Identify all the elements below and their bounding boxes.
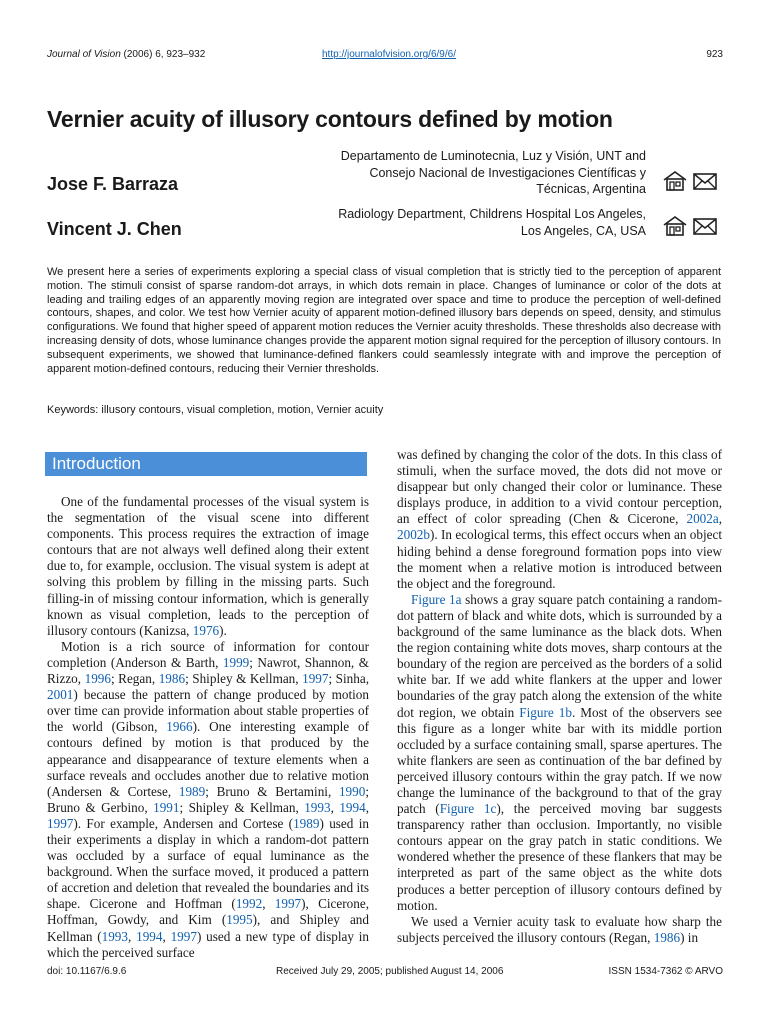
text-run: ; Shipley & Kellman, [185,671,303,687]
text-run: ; Regan, [110,671,159,687]
paragraph [47,494,369,639]
figure-link[interactable]: Figure 1c [439,801,497,817]
citation-link[interactable]: 1986 [653,929,681,945]
text-run: shows a gray square patch containing a random-dot pattern of black and white dots, which is surrounded by a background of the same luminance as the black dots. When the region containing white dots moves, sharp contours at the boundary of the region are perceived as the borders of a solid white bar. If we add white flankers at the upper and lower boundaries of the gray patch along the extension of the white dot region, we obtain [397,591,722,720]
citation-link[interactable]: 1989 [293,815,320,831]
text-run: , [262,896,275,912]
received-date: Received July 29, 2005; published August 14, 2006 [276,966,504,977]
author-affiliation-1 [286,148,646,198]
text-run: ) used in their experiments a display in which a random-dot pattern was occluded by a surface of equal luminance as the background. When the surface moved, it produced a pattern of accretion and deletion that revealed the boundaries and its shape. Cicerone and Hoffman ( [47,815,370,912]
author-name-1: Jose F. Barraza [47,174,179,194]
paragraph [397,592,722,914]
text-run: ), the perceived moving bar suggests transparency rather than occlusion. Importantly, no visible contours appear on the gray patch in static conditions. We wondered whether the presence of these flankers that may be interpreted as part of the same object as the white dots produces a better perception of illusory contours defined by motion. [397,801,722,913]
text-run: ). In ecological terms, this effect occurs when an object hiding behind a dense foreground formation pops into view the moment when a relative motion is introduced between the object and the foreground. [397,527,722,591]
paragraph [397,914,722,946]
text-run: , [127,928,137,944]
paragraph [397,447,722,592]
text-run: ) in [680,929,699,945]
citation-link[interactable]: 1997 [47,815,74,831]
citation-link[interactable]: 1990 [338,783,366,799]
page-number: 923 [706,49,723,60]
section-heading: Introduction [52,454,141,473]
citation-link[interactable]: 2002a [686,511,719,527]
text-run: was defined by changing the color of the dots. In this class of stimuli, when the surface moved, the dots did not move or disappear but only changed their color or luminance. These displays produce, in addition to a vivid contour perception, an effect of color spreading (Chen & Cicerone, [397,447,722,527]
home-icon[interactable] [662,170,688,192]
keywords: Keywords: illusory contours, visual completion, motion, Vernier acuity [47,404,384,416]
text-run: ), and Shipley and Kellman ( [47,912,369,944]
figure-link[interactable]: Figure 1a [411,591,462,607]
text-run: ; Nawrot, Shannon, & Rizzo, [47,654,369,687]
citation-link[interactable]: 1993 [304,799,331,815]
affiliation-line: Consejo Nacional de Investigaciones Científicas y [369,165,646,180]
text-run: ; Bruno & Bertamini, [205,783,339,799]
text-run: ). One interesting example of contours defined by motion is that produced by the appearance and disappearance of texture elements when a surface reveals and occludes another due to relative motion (Andersen & Cortese, [47,719,370,799]
paragraph [47,639,369,961]
right-column [397,447,722,946]
paper-title: Vernier acuity of illusory contours defined by motion [47,106,613,132]
author-2-contact-icons [662,215,718,237]
affiliation-line: Radiology Department, Childrens Hospital Los Angeles, [338,207,646,221]
text-run: ). [219,622,227,638]
email-icon[interactable] [692,215,718,237]
citation-link[interactable]: 2001 [47,687,74,703]
email-icon[interactable] [692,170,718,192]
abstract: We present here a series of experiments exploring a special class of visual completion that is strictly tied to the perception of apparent motion. The stimuli consist of sparse random-dot arrays, in which dots remain in place. Changes of luminance or color of the dots at leading and trailing edges of an apparently moving region are integrated over space and time to produce the perception of well-defined contours, shapes, and color. We test how Vernier acuity of apparent motion-defined illusory bars depends on speed, density, and stimulus configurations. We found that higher speed of apparent motion reduces the Vernier acuity thresholds. These thresholds also decrease with increasing density of dots, whose luminance changes provide the apparent motion signal required for the perception of illusory contours. In subsequent experiments, we showed that luminance-defined flankers could seamlessly integrate with and improve the perception of apparent motion-defined contours, reducing their Vernier thresholds. [47,266,721,375]
text-run: ). For example, Andersen and Cortese ( [73,815,294,831]
text-run: ; Shipley & Kellman, [179,799,305,815]
text-run: ; Sinha, [328,671,370,687]
doi: doi: 10.1167/6.9.6 [47,966,127,977]
author-name-2: Vincent J. Chen [47,219,182,239]
issn: ISSN 1534-7362 © ARVO [608,966,723,977]
citation-link[interactable]: 1997 [170,928,197,944]
citation-link[interactable]: 1991 [153,799,180,815]
text-run: ; Bruno & Gerbino, [47,783,369,815]
citation-link[interactable]: 1996 [84,671,111,687]
journal-volume-pages: (2006) 6, 923–932 [120,49,206,60]
citation-link[interactable]: 1995 [226,912,253,928]
affiliation-line: Técnicas, Argentina [536,182,646,196]
left-column [47,494,369,961]
text-run: Motion is a rich source of information for contour completion (Anderson & Barth, [47,638,369,670]
text-run: One of the fundamental processes of the visual system is the segmentation of the visual scene into different components. This process requires the extraction of image contours that are not always well defined along their extent due to, for example, occlusion. The visual system is adept at solving this problem by filling in the missing parts. Such filling-in of missing contour information, which is generally known as visual completion, leads to the perception of illusory contours (Kanizsa, [47,494,369,638]
text-run: , [718,511,722,527]
affiliation-line: Los Angeles, CA, USA [520,223,646,238]
citation-link[interactable]: 1994 [339,799,366,815]
text-run: ), Cicerone, Hoffman, Gowdy, and Kim ( [47,896,369,928]
affiliation-line: Departamento de Luminotecnia, Luz y Visión, UNT and [340,149,646,163]
citation-link[interactable]: 1989 [178,783,206,799]
text-run: . Most of the observers see this figure as a longer white bar with its middle portion occluded by a surface containing small, sparse apertures. The white flankers are seen as continuation of the bar defined by perceived illusory contours within the gray patch. If we now change the luminance of the background to that of the gray patch ( [397,704,722,817]
text-run: , [365,799,369,815]
text-run: ) used a new type of display in which the perceived surface [47,928,370,960]
home-icon[interactable] [662,215,688,237]
citation-link[interactable]: 1992 [235,896,263,912]
text-run: ) because the pattern of change produced by motion over time can provide information about stable properties of the world (Gibson, [47,687,369,735]
text-run: , [330,799,340,815]
journal-name: Journal of Vision [47,49,121,60]
text-run: , [162,928,171,944]
citation-link[interactable]: 1993 [101,928,128,944]
citation-link[interactable]: 1966 [166,719,193,735]
citation-link[interactable]: 1986 [158,671,186,687]
citation-link[interactable]: 1997 [274,896,302,912]
citation-link[interactable]: 1994 [136,928,163,944]
citation-link[interactable]: 1976 [192,622,220,638]
citation-link[interactable]: 1999 [222,654,250,670]
citation-link[interactable]: 1997 [302,671,329,687]
author-1-contact-icons [662,170,718,192]
author-affiliation-2 [286,206,646,239]
journal-citation [47,49,205,61]
figure-link[interactable]: Figure 1b [519,704,572,720]
text-run: We used a Vernier acuity task to evaluate how sharp the subjects perceived the illusory contours (Regan, [397,913,722,945]
article-url-link[interactable]: http://journalofvision.org/6/9/6/ [322,49,456,60]
citation-link[interactable]: 2002b [397,527,430,543]
